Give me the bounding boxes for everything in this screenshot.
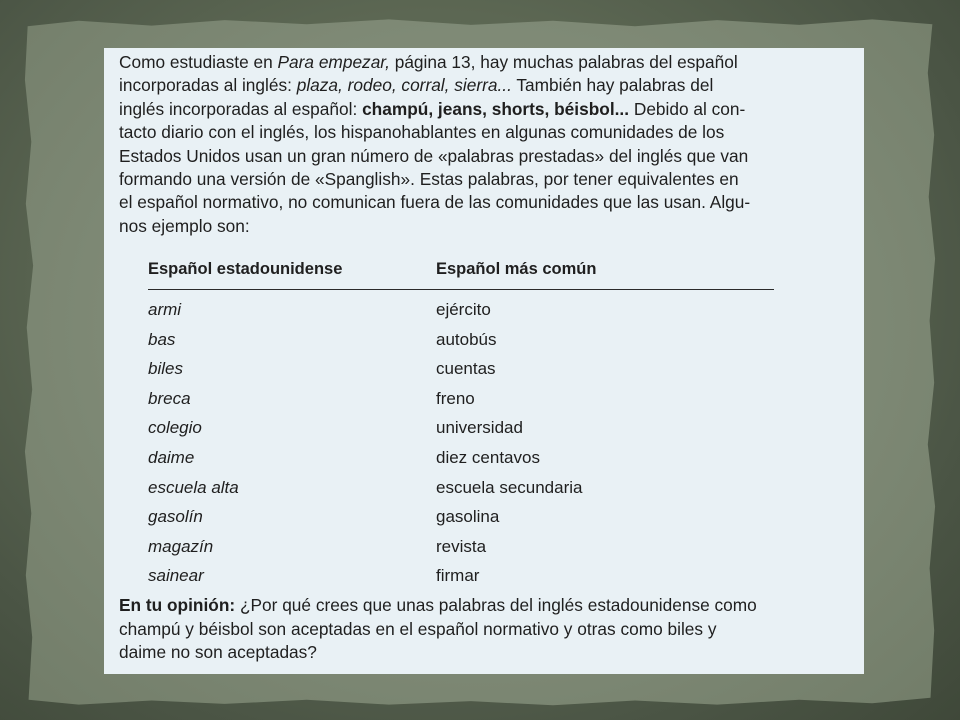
intro-paragraph [119,51,849,238]
intro-line [119,51,849,74]
column-header-common-spanish: Español más común [436,260,597,278]
intro-line [119,98,849,121]
us-spanish-term: magazín [148,536,214,556]
vocabulary-table-header [148,260,774,290]
table-row [148,299,774,329]
intro-text: Debido al con- [629,98,746,119]
us-spanish-term: gasolín [148,507,203,527]
table-row [148,506,774,536]
intro-text: página 13, hay muchas palabras del español [389,52,738,72]
common-spanish-term: firmar [436,566,480,586]
common-spanish-term: gasolina [436,507,500,527]
opinion-line: daime no son aceptadas? [119,642,317,663]
table-row [148,388,774,418]
table-row [148,358,774,388]
us-spanish-term: breca [148,388,191,408]
intro-line: tacto diario con el inglés, los hispanohablantes en algunas comunidades de los [119,122,725,143]
intro-line: el español normativo, no comunican fuera de las comunidades que las usan. Algu- [119,192,751,213]
common-spanish-term: ejército [436,300,491,319]
column-header-us-spanish: Español estadounidense [148,260,343,278]
common-spanish-term: universidad [436,418,523,438]
vocabulary-table-body [148,299,774,595]
opinion-line [119,594,859,618]
opinion-text: ¿Por qué crees que unas palabras del inglés estadounidense como [235,595,757,615]
table-row [148,536,774,566]
table-row [148,565,774,595]
intro-text: Como estudiaste en [119,52,278,72]
table-row [148,447,774,477]
intro-text: También hay palabras del [511,75,714,96]
opinion-question [119,594,859,665]
opinion-label: En tu opinión: [119,595,236,615]
intro-line: nos ejemplo son: [119,215,250,236]
common-spanish-term: freno [436,388,475,408]
us-spanish-term: biles [148,359,183,379]
us-spanish-term: sainear [148,566,204,586]
spanish-loanwords: plaza, rodeo, corral, sierra... [296,75,512,96]
us-spanish-term: escuela alta [148,477,239,497]
common-spanish-term: escuela secundaria [436,477,583,497]
intro-text: inglés incorporadas al español: [119,98,363,119]
opinion-line: champú y béisbol son aceptadas en el español normativo y otras como biles y [119,618,717,639]
us-spanish-term: bas [148,329,176,349]
table-row [148,477,774,507]
intro-line: Estados Unidos usan un gran número de «palabras prestadas» del inglés que van [119,145,749,166]
common-spanish-term: autobús [436,329,497,349]
us-spanish-term: daime [148,447,195,467]
english-loanwords: champú, jeans, shorts, béisbol... [362,98,630,119]
textbook-excerpt [104,48,864,674]
us-spanish-term: colegio [148,418,202,438]
table-row [148,329,774,359]
intro-text: incorporadas al inglés: [119,75,297,96]
common-spanish-term: revista [436,536,487,556]
us-spanish-term: armi [148,300,182,319]
book-section-title: Para empezar, [277,52,390,72]
intro-line [119,74,849,97]
intro-line: formando una versión de «Spanglish». Estas palabras, por tener equivalentes en [119,169,739,190]
common-spanish-term: diez centavos [436,447,540,467]
common-spanish-term: cuentas [436,359,496,379]
table-row [148,417,774,447]
